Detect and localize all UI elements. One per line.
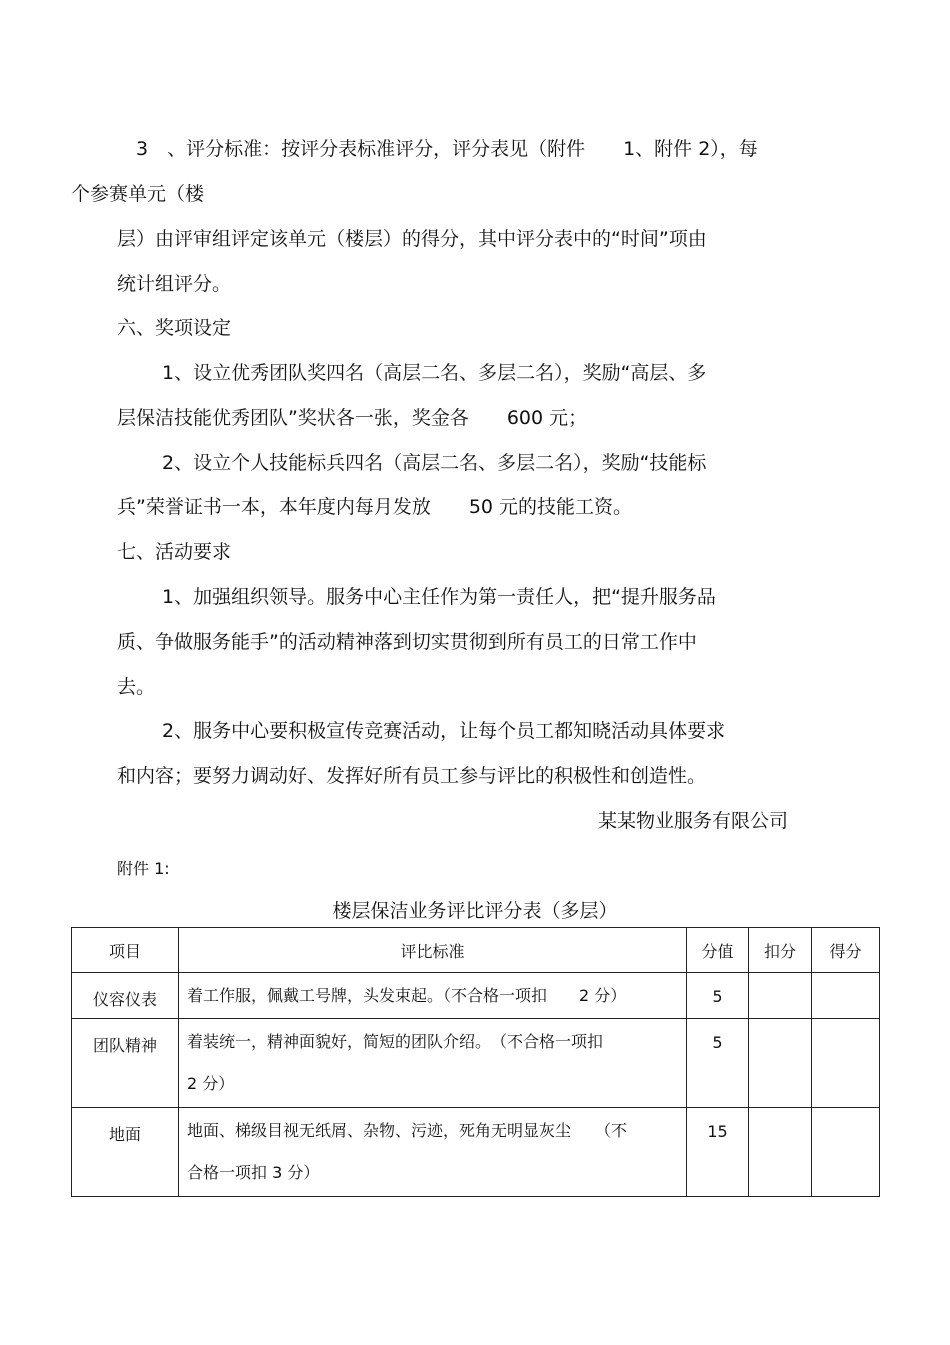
row-deduct	[749, 1019, 812, 1108]
row-item: 地面	[72, 1108, 179, 1197]
row-standard	[179, 1019, 687, 1108]
table-row	[72, 1108, 880, 1197]
header-standard: 评比标准	[179, 928, 687, 973]
table-row	[72, 973, 880, 1019]
row-score: 15	[687, 1108, 749, 1197]
header-score: 分值	[687, 928, 749, 973]
standard-line: 合格一项扣 3 分）	[187, 1163, 320, 1182]
row-deduct	[749, 973, 812, 1019]
paragraph-line: 兵”荣誉证书一本，本年度内每月发放 50 元的技能工资。	[117, 496, 633, 518]
row-score: 5	[687, 973, 749, 1019]
paragraph-line: 和内容；要努力调动好、发挥好所有员工参与评比的积极性和创造性。	[117, 765, 707, 787]
paragraph-line: 统计组评分。	[117, 273, 232, 295]
row-deduct	[749, 1108, 812, 1197]
standard-line: 地面、梯级目视无纸屑、杂物、污迹，死角无明显灰尘 （不	[187, 1121, 628, 1140]
paragraph-line: 层保洁技能优秀团队”奖状各一张，奖金各 600 元；	[117, 407, 588, 429]
standard-line: 着工作服，佩戴工号牌，头发束起。（不合格一项扣 2 分）	[187, 986, 627, 1005]
table-title: 楼层保洁业务评比评分表（多层）	[332, 900, 618, 922]
row-standard	[179, 973, 687, 1019]
standard-line: 2 分）	[187, 1074, 235, 1093]
paragraph-line: 1、加强组织领导。服务中心主任作为第一责任人，把“提升服务品	[162, 586, 716, 608]
standard-line: 着装统一，精神面貌好，简短的团队介绍。 （不合格一项扣	[187, 1032, 604, 1051]
table-header-row	[72, 928, 880, 973]
table-row	[72, 1019, 880, 1108]
company-signature: 某某物业服务有限公司	[598, 810, 789, 832]
header-item: 项目	[72, 928, 179, 973]
section-heading: 六、奖项设定	[117, 317, 232, 339]
paragraph-line: 质、争做服务能手”的活动精神落到切实贯彻到所有员工的日常工作中	[117, 631, 697, 653]
paragraph-line: 个参赛单元（楼	[71, 183, 205, 205]
row-result	[812, 1108, 880, 1197]
row-standard	[179, 1108, 687, 1197]
paragraph-line: 层）由评审组评定该单元（楼层）的得分，其中评分表中的“时间”项由	[117, 228, 707, 250]
paragraph-line: 2、设立个人技能标兵四名（高层二名、多层二名），奖励“技能标	[162, 452, 707, 474]
paragraph-line: 2、服务中心要积极宣传竞赛活动，让每个员工都知晓活动具体要求	[162, 720, 726, 742]
row-result	[812, 1019, 880, 1108]
score-table	[71, 927, 880, 1197]
header-deduct: 扣分	[749, 928, 812, 973]
row-score: 5	[687, 1019, 749, 1108]
header-result: 得分	[812, 928, 880, 973]
paragraph-line: 3 、评分标准：按评分表标准评分，评分表见（附件 1、附件 2），每	[136, 138, 758, 160]
row-item: 团队精神	[72, 1019, 179, 1108]
row-item: 仪容仪表	[72, 973, 179, 1019]
attachment-label: 附件 1:	[117, 859, 170, 878]
section-heading: 七、活动要求	[117, 541, 232, 563]
paragraph-line: 去。	[117, 676, 156, 698]
paragraph-line: 1、设立优秀团队奖四名（高层二名、多层二名），奖励“高层、多	[162, 362, 707, 384]
row-result	[812, 973, 880, 1019]
